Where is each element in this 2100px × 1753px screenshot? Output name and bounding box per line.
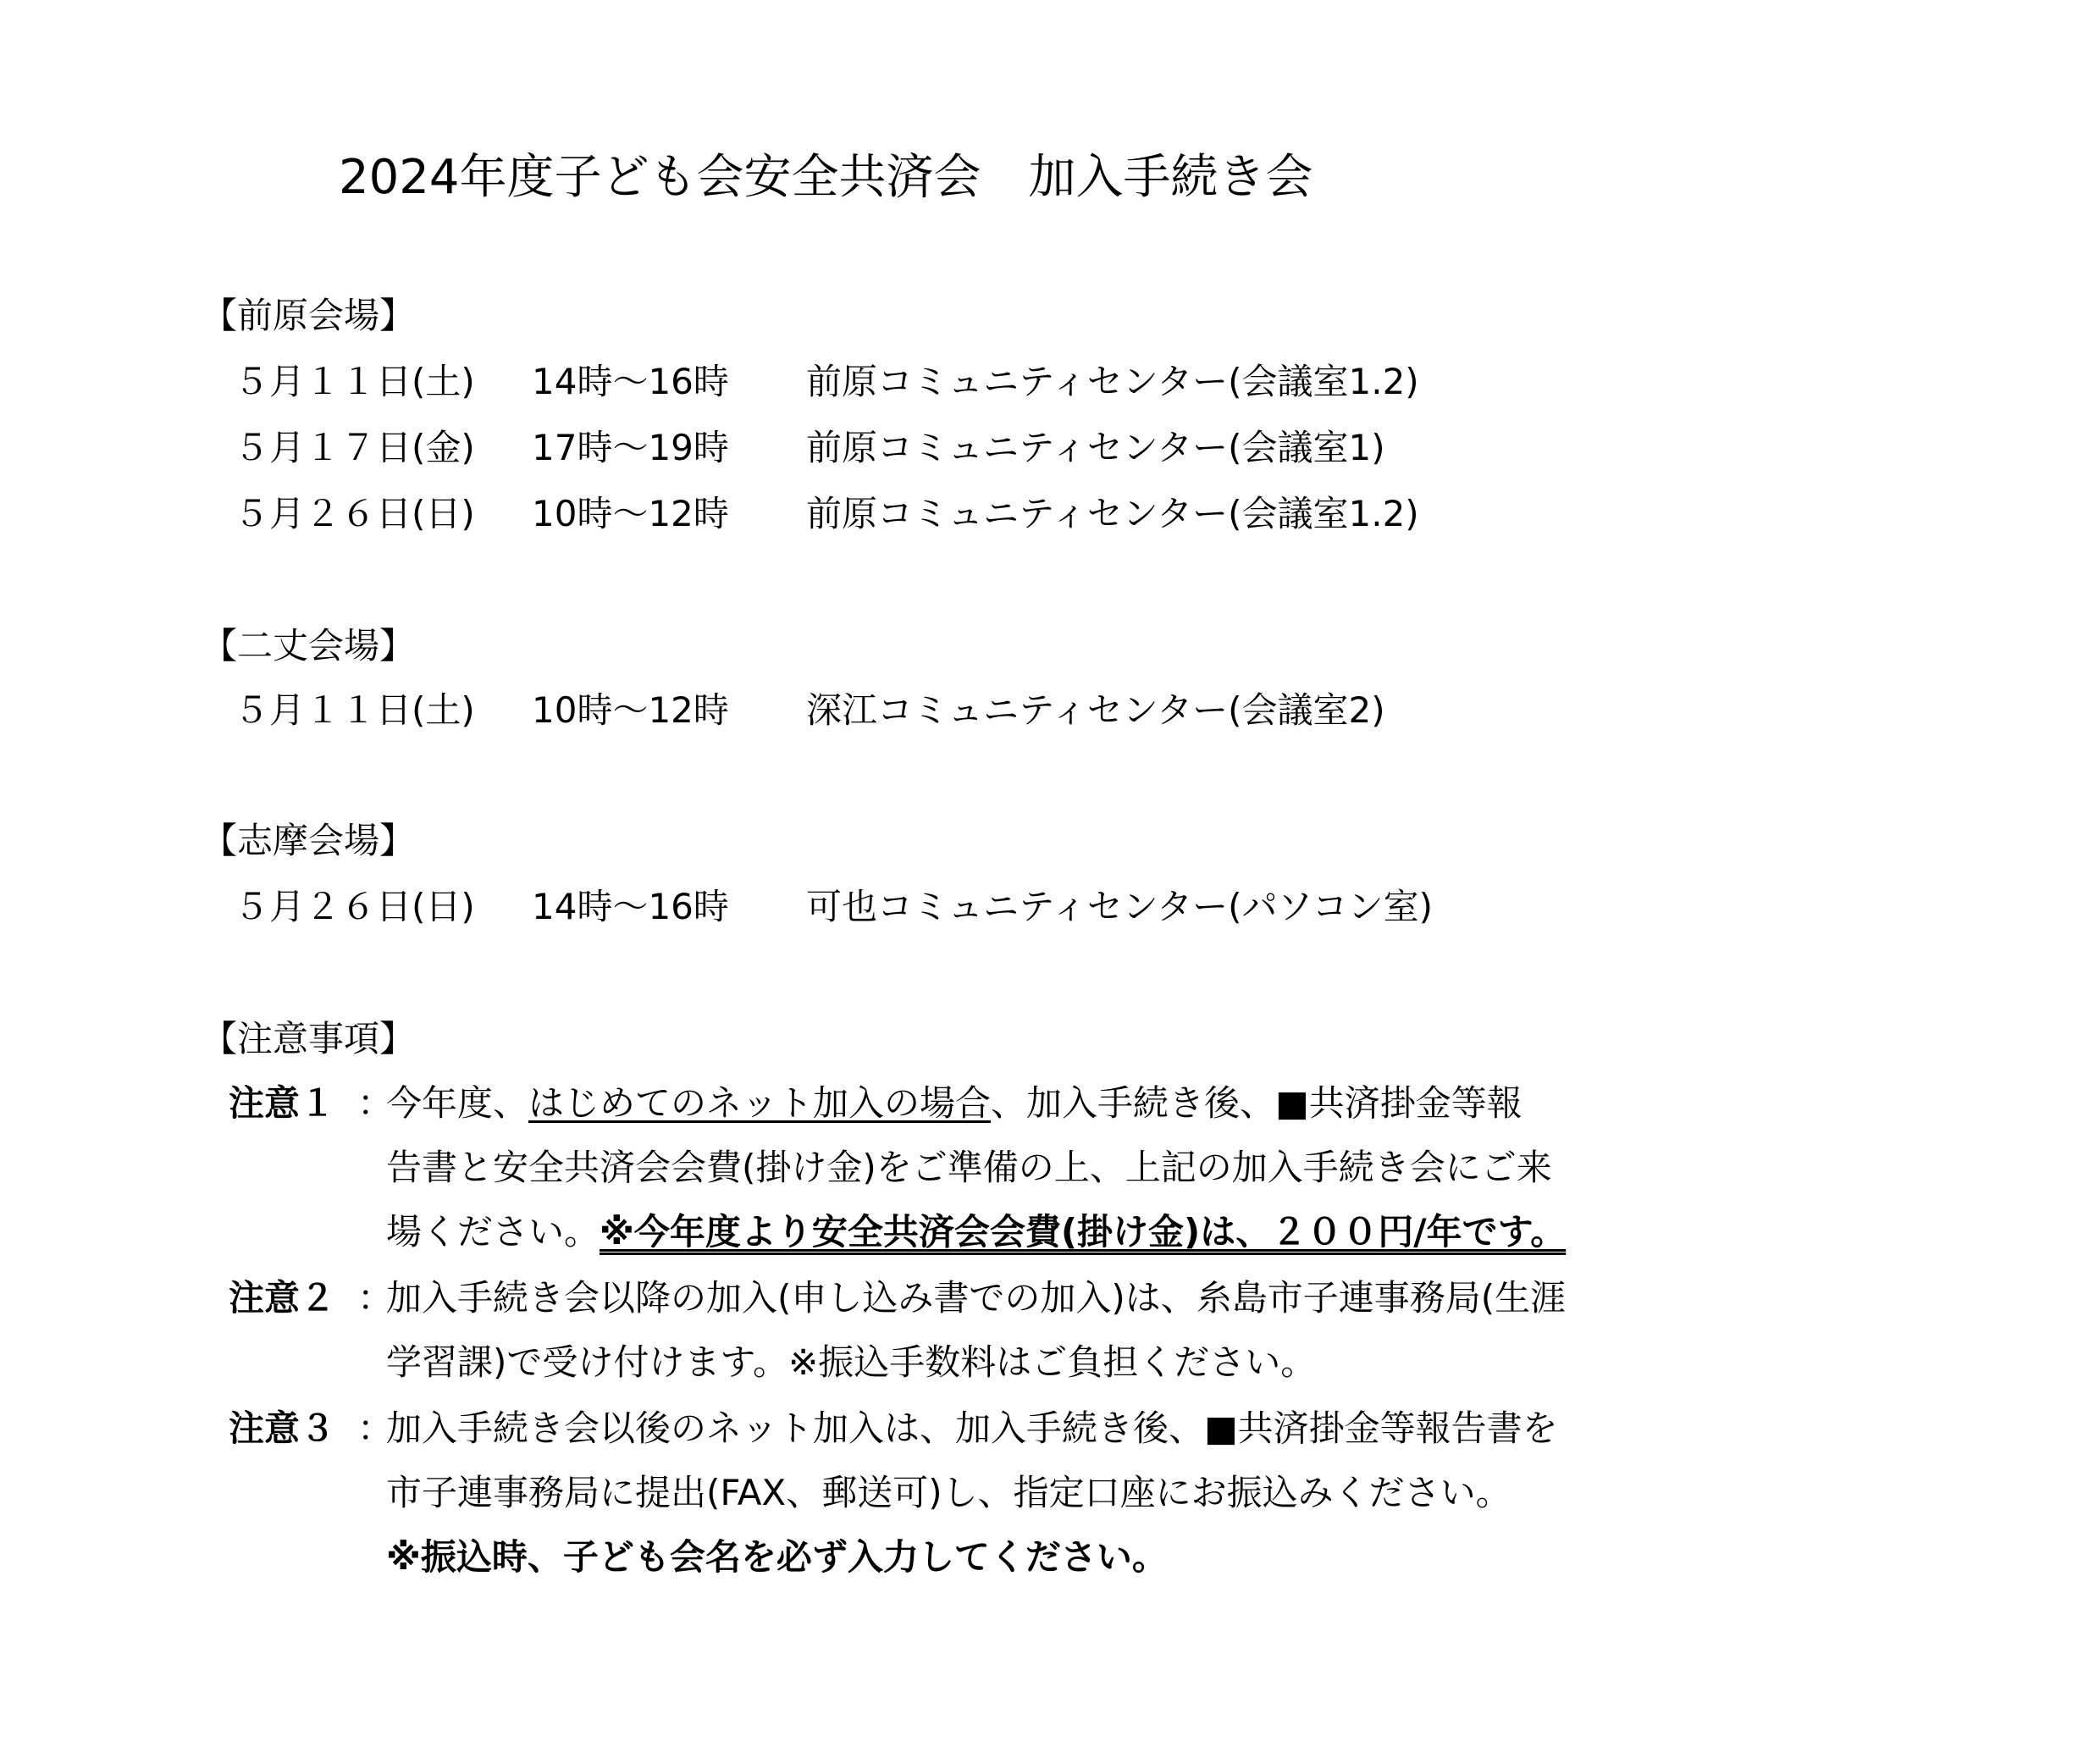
note3-line2: 市子連事務局に提出(FAX、郵送可)し、指定口座にお振込みください。 <box>386 1472 1511 1513</box>
note1-line3-pre: 場ください。 <box>386 1211 600 1253</box>
note2-line1: 加入手続き会以降の加入(申し込み書での加入)は、糸島市子連事務局(生涯 <box>386 1277 1567 1319</box>
note1-emphasis-text: ※今年度より安全共済会会費(掛け金)は、２００円/年です。 <box>600 1211 1567 1253</box>
note1-label: 注意１ <box>229 1082 336 1124</box>
section-heading-nijo: 【二丈会場】 <box>202 625 416 666</box>
note3-label: 注意３ <box>229 1407 336 1449</box>
note3-colon: ： <box>357 1407 394 1449</box>
section-heading-shima: 【志摩会場】 <box>202 820 416 861</box>
schedule-time: 10時～12時 <box>532 493 729 534</box>
schedule-venue: 前原コミュニティセンター(会議室1.2) <box>806 361 1419 402</box>
schedule-date: ５月１７日(金) <box>234 427 475 468</box>
section-heading-maebaru: 【前原会場】 <box>202 295 416 336</box>
schedule-time: 14時～16時 <box>532 886 729 927</box>
note1-line1-post: 、加入手続き後、■共済掛金等報 <box>991 1082 1522 1124</box>
note2-colon: ： <box>357 1277 394 1319</box>
note3-line3: ※振込時、子ども会名を必ず入力してください。 <box>386 1536 1168 1578</box>
note2-line2: 学習課)で受け付けます。※振込手数料はご負担ください。 <box>386 1341 1317 1383</box>
schedule-venue: 可也コミュニティセンター(パソコン室) <box>806 886 1434 927</box>
note1-line3 <box>386 1206 1566 1258</box>
schedule-date: ５月１１日(土) <box>234 361 475 402</box>
note3-line1: 加入手続き会以後のネット加入は、加入手続き後、■共済掛金等報告書を <box>386 1407 1558 1449</box>
section-heading-notes: 【注意事項】 <box>202 1018 416 1059</box>
note1-line1 <box>386 1077 1522 1130</box>
schedule-venue: 深江コミュニティセンター(会議室2) <box>806 689 1385 731</box>
note2-label: 注意２ <box>229 1277 336 1319</box>
schedule-date: ５月１１日(土) <box>234 689 475 731</box>
schedule-time: 10時～12時 <box>532 689 729 731</box>
schedule-date: ５月２６日(日) <box>234 886 475 927</box>
note1-underlined-text: はじめてのネット加入の場合 <box>528 1082 992 1124</box>
note1-line2: 告書と安全共済会会費(掛け金)をご準備の上、上記の加入手続き会にご来 <box>386 1147 1552 1188</box>
schedule-venue: 前原コミュニティセンター(会議室1.2) <box>806 493 1419 534</box>
schedule-venue: 前原コミュニティセンター(会議室1) <box>806 427 1385 468</box>
schedule-time: 14時～16時 <box>532 361 729 402</box>
note1-line1-pre: 今年度、 <box>386 1082 529 1124</box>
note1-colon: ： <box>357 1082 394 1124</box>
page-title: 2024年度子ども会安全共済会 加入手続き会 <box>339 150 1313 205</box>
schedule-time: 17時～19時 <box>532 427 729 468</box>
schedule-date: ５月２６日(日) <box>234 493 475 534</box>
